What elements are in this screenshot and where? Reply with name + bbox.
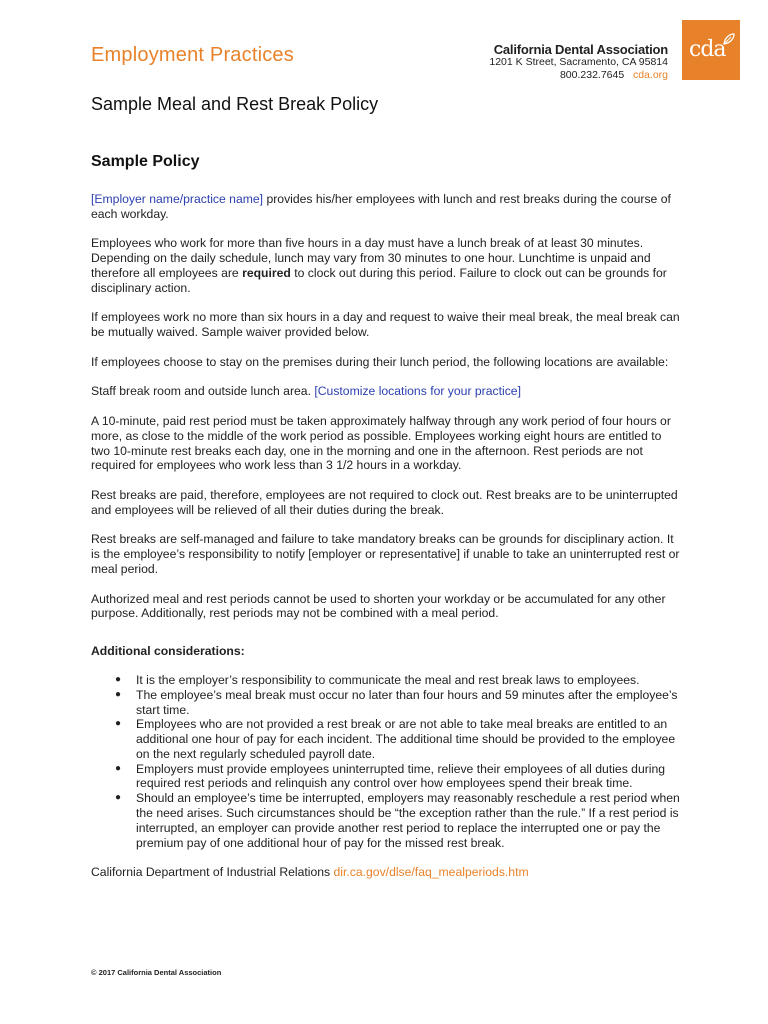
bullet-icon: ● [115,688,122,700]
list-item [91,717,681,761]
paragraph-authorized: Authorized meal and rest periods cannot be used to shorten your workday or be accumulated for any other purpose. Additionally, rest periods may not be combined with a meal period. [91,591,666,621]
employer-name-placeholder: [Employer name/practice name] [91,192,264,206]
list-item-text: The employee’s meal break must occur no later than four hours and 59 minutes after the employee’s start time. [136,687,678,717]
paragraph-self-managed: Rest breaks are self-managed and failure to take mandatory breaks can be grounds for disciplinary action. It is the employee’s responsibility to notify [employer or representative] if unable to take an uninterrupted rest or meal period. [91,532,680,576]
logo-text: cda [689,37,726,62]
org-site-link[interactable]: cda.org [632,69,668,81]
paragraph-text: Staff break room and outside lunch area. [91,384,315,399]
section-heading: Sample Policy [91,153,200,170]
bullet-icon: ● [115,718,122,730]
paragraph-locations: If employees choose to stay on the premises during their lunch period, the following locations are available: [91,354,669,369]
list-item [91,762,681,792]
list-item-text: Employers must provide employees uninterrupted time, relieve their employees of all duties during required rest periods and relinquish any control over how employees spend their break time. [136,761,666,791]
paragraph-text: to clock out during this period. Failure to clock out can be grounds for disciplinary action. [91,265,667,295]
paragraph-text: Employees who work for more than five hours in a day must have a lunch break of at least 30 minutes. Depending on the daily schedule, lunch may vary from 30 minutes to one hour. Lunchtime is unpaid and therefore all employees are [91,236,651,280]
required-emphasis: required [242,265,291,280]
list-item [91,673,681,688]
considerations-heading: Additional considerations: [91,644,245,659]
list-item-text: Employees who are not provided a rest break or are not able to take meal breaks are entitled to an additional one hour of pay for each incident. The additional time should be provided to the employee on the next regularly scheduled payroll date. [136,717,676,761]
source-label: California Department of Industrial Relations [91,865,334,880]
copyright-footer: © 2017 California Dental Association [91,968,222,977]
paragraph-intro [91,192,681,222]
list-item-text: Should an employee’s time be interrupted, employers may reasonably reschedule a rest period when the need arises. Such circumstances should be “the exception rather than the rule.” If a rest period is interrupted, an employer can provide another rest period to replace the interrupted one or pay the premium pay of one additional hour of pay for the missed rest break. [136,791,680,850]
list-item-text: It is the employer’s responsibility to communicate the meal and rest break laws to employees. [136,672,640,687]
paragraph-waiver: If employees work no more than six hours in a day and request to waive their meal break, the meal break can be mutually waived. Sample waiver provided below. [91,310,680,340]
paragraph-lunch-break [91,236,681,295]
bullet-icon: ● [115,673,122,685]
source-url-link[interactable]: dir.ca.gov/dlse/faq_mealperiods.htm [333,865,529,880]
list-item [91,688,681,718]
paragraph-text: provides his/her employees with lunch and rest breaks during the course of each workday. [91,192,671,221]
cda-logo [682,20,740,80]
list-item [91,791,681,850]
customize-locations-placeholder: [Customize locations for your practice] [314,384,521,399]
bullet-icon: ● [115,792,122,804]
org-phone: 800.232.7645 [559,69,625,81]
org-address: 1201 K Street, Sacramento, CA 95814 [489,56,668,68]
paragraph-break-room [91,384,681,399]
page-title: Sample Meal and Rest Break Policy [91,94,379,114]
section-label: Employment Practices [91,44,294,66]
considerations-list [91,673,681,851]
org-info [489,43,668,82]
source-reference [91,865,681,880]
leaf-icon [722,32,736,46]
org-name: California Dental Association [493,42,668,57]
bullet-icon: ● [115,762,122,774]
paragraph-rest-period: A 10-minute, paid rest period must be taken approximately halfway through any work period of four hours or more, as close to the middle of the work period as possible. Employees working eight hours are entitled to two 10-minute rest breaks each day, one in the morning and one in the afternoon. Rest periods are not required for employees who work less than 3 1/2 hours in a workday. [91,413,671,473]
policy-body [91,192,681,895]
paragraph-rest-paid: Rest breaks are paid, therefore, employees are not required to clock out. Rest breaks are to be uninterrupted and employees will be relieved of all their duties during the break. [91,487,678,517]
org-contact [489,69,668,82]
